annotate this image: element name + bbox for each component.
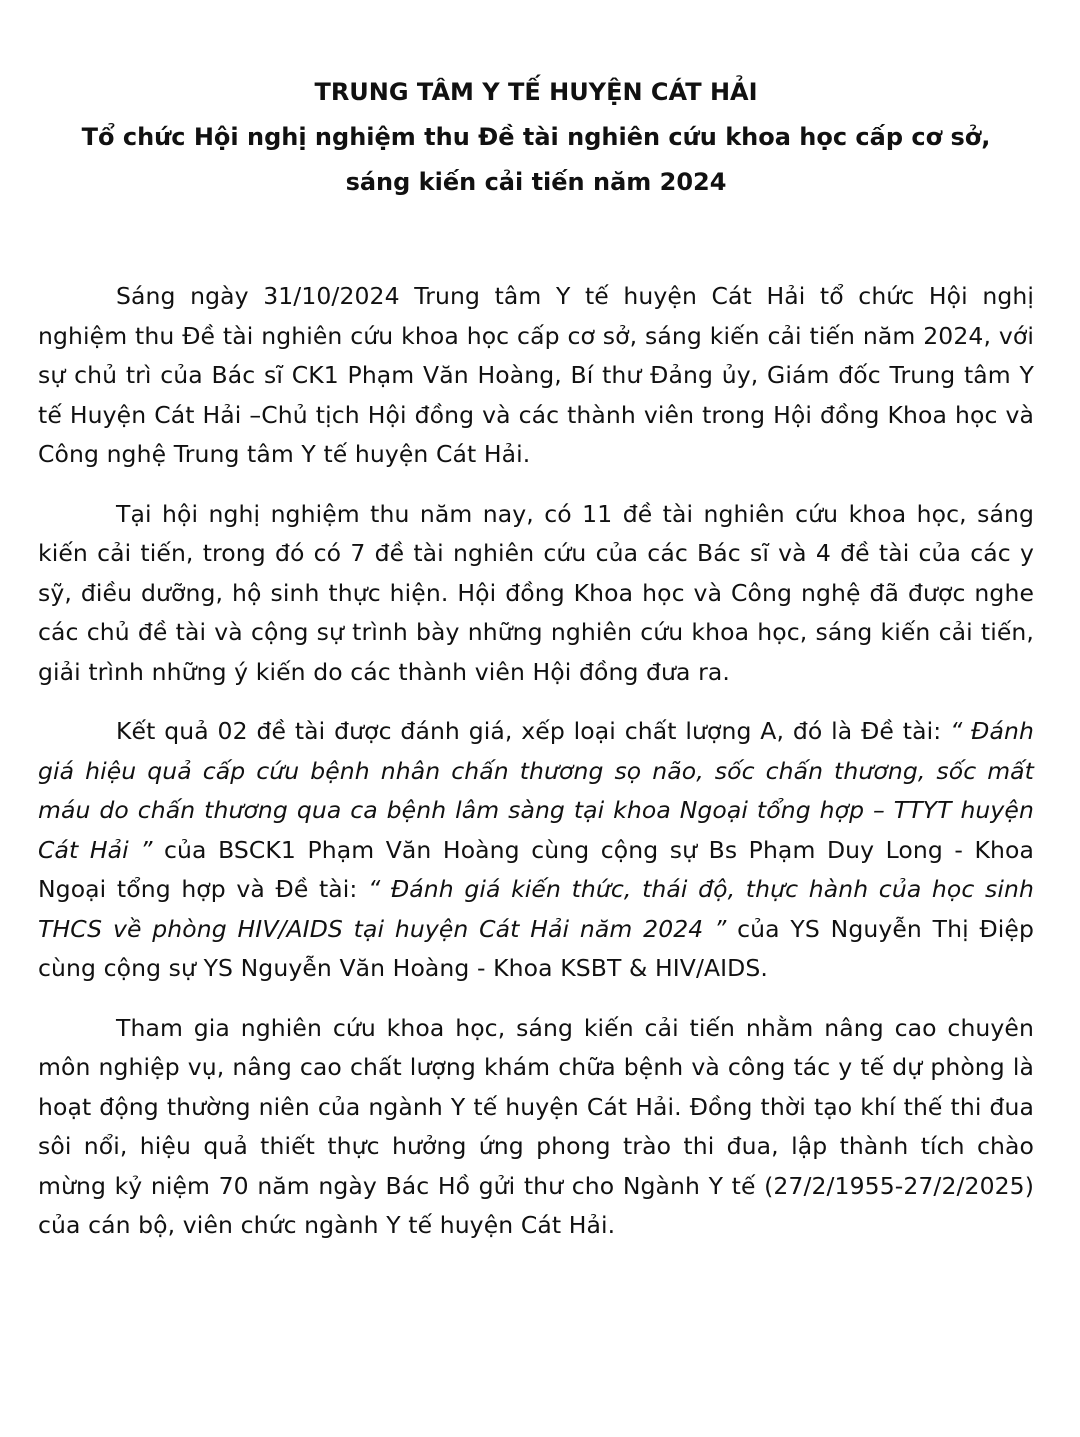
results-lead: Kết quả 02 đề tài được đánh giá, xếp loại chất lượng A, đó là Đề tài:: [116, 717, 951, 745]
title-subject: sáng kiến cải tiến năm 2024: [345, 168, 727, 196]
title-organization: TRUNG TÂM Y TẾ HUYỆN CÁT HẢI: [314, 78, 758, 106]
results-topic-one: “ Đánh giá hiệu quả cấp cứu bệnh nhân chấn thương sọ não, sốc chấn thương, sốc mất máu do chấn thương qua ca bệnh lâm sàng tại khoa Ngoại tổng hợp – TTYT huyện Cát Hải ”: [38, 717, 1034, 864]
paragraph-results: [38, 712, 1034, 989]
title-spacer: [38, 205, 1034, 277]
paragraph-conclusion: Tham gia nghiên cứu khoa học, sáng kiến cải tiến nhằm nâng cao chuyên môn nghiệp vụ, nâng cao chất lượng khám chữa bệnh và công tác y tế dự phòng là hoạt động thường niên của ngành Y tế huyện Cát Hải. Đồng thời tạo khí thế thi đua sôi nổi, hiệu quả thiết thực hưởng ứng phong trào thi đua, lập thành tích chào mừng kỷ niệm 70 năm ngày Bác Hồ gửi thư cho Ngành Y tế (27/2/1955-27/2/2025) của cán bộ, viên chức ngành Y tế huyện Cát Hải.: [38, 1013, 1034, 1239]
document-page: [38, 70, 1034, 1266]
paragraph-intro: Sáng ngày 31/10/2024 Trung tâm Y tế huyện Cát Hải tổ chức Hội nghị nghiệm thu Đề tài nghiên cứu khoa học cấp cơ sở, sáng kiến cải tiến năm 2024, với sự chủ trì của Bác sĩ CK1 Phạm Văn Hoàng, Bí thư Đảng ủy, Giám đốc Trung tâm Y tế Huyện Cát Hải –Chủ tịch Hội đồng và các thành viên trong Hội đồng Khoa học và Công nghệ Trung tâm Y tế huyện Cát Hải.: [38, 282, 1034, 468]
document-title: [38, 70, 1034, 205]
title-event: Tổ chức Hội nghị nghiệm thu Đề tài nghiên cứu khoa học cấp cơ sở,: [81, 123, 991, 151]
results-topic-two: “ Đánh giá kiến thức, thái độ, thực hành của học sinh THCS về phòng HIV/AIDS tại huyện Cát Hải năm 2024 ”: [38, 875, 1034, 943]
results-middle: của BSCK1 Phạm Văn Hoàng cùng cộng sự Bs Phạm Duy Long - Khoa Ngoại tổng hợp và Đề tài:: [38, 835, 1034, 903]
results-tail: của YS Nguyễn Thị Điệp cùng cộng sự YS Nguyễn Văn Hoàng - Khoa KSBT & HIV/AIDS.: [38, 914, 1034, 982]
paragraph-conference: Tại hội nghị nghiệm thu năm nay, có 11 đề tài nghiên cứu khoa học, sáng kiến cải tiến, trong đó có 7 đề tài nghiên cứu của các Bác sĩ và 4 đề tài của các y sỹ, điều dưỡng, hộ sinh thực hiện. Hội đồng Khoa học và Công nghệ đã được nghe các chủ đề tài và cộng sự trình bày những nghiên cứu khoa học, sáng kiến cải tiến, giải trình những ý kiến do các thành viên Hội đồng đưa ra.: [38, 499, 1034, 686]
